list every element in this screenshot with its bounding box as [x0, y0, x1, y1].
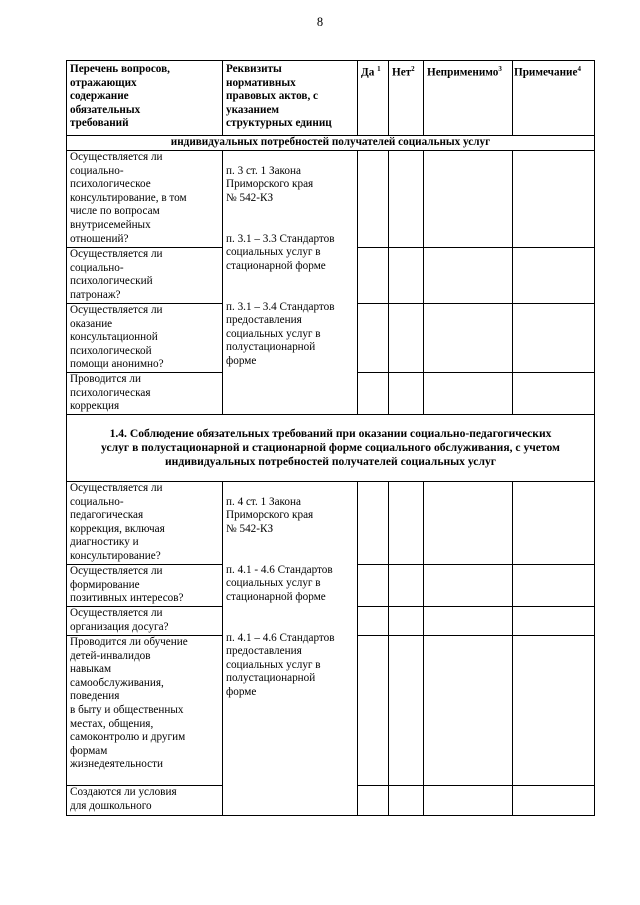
no-cell[interactable]: [389, 304, 424, 373]
header-note: Примечание$^4$: [513, 61, 595, 136]
not-applicable-cell[interactable]: [424, 151, 513, 248]
yes-cell[interactable]: [358, 151, 389, 248]
note-cell[interactable]: [513, 636, 595, 786]
table-header-row: [67, 61, 595, 136]
section-heading: 1.4. Соблюдение обязательных требований при оказании социально-педагогических услуг в полустационарной и стационарной форме социального обслуживания, с учетом индивидуальных потребностей получателей социальных услуг: [67, 415, 595, 482]
reference-text: п. 4.1 - 4.6 Стандартов социальных услуг в стационарной форме: [226, 563, 333, 603]
yes-cell[interactable]: [358, 248, 389, 304]
reference-cell: [223, 482, 358, 816]
header-question: Перечень вопросов, отражающих содержание обязательных требований: [67, 61, 223, 136]
note-cell[interactable]: [513, 304, 595, 373]
reference-text: п. 3.1 – 3.3 Стандартов социальных услуг в стационарной форме: [226, 232, 335, 272]
question-cell: Осуществляется ли социально- педагогическая коррекция, включая диагностику и консультирование?: [67, 482, 223, 565]
no-cell[interactable]: [389, 373, 424, 415]
reference-text: п. 4.1 – 4.6 Стандартов предоставления социальных услуг в полустационарной форме: [226, 631, 335, 698]
question-cell: Осуществляется ли организация досуга?: [67, 607, 223, 636]
header-not-applicable: Неприменимо$^3$: [424, 61, 513, 136]
page-number: 8: [316, 15, 324, 29]
no-cell[interactable]: [389, 786, 424, 816]
not-applicable-cell[interactable]: [424, 636, 513, 786]
note-cell[interactable]: [513, 565, 595, 607]
question-cell: Проводится ли обучение детей-инвалидов навыкам самообслуживания, поведения в быту и общественных местах, общения, самоконтролю и другим формам жизнедеятельности: [67, 636, 223, 786]
note-cell[interactable]: [513, 248, 595, 304]
reference-text: п. 4 ст. 1 Закона Приморского края № 542-КЗ: [226, 495, 314, 535]
table-row: [67, 482, 595, 565]
note-cell[interactable]: [513, 607, 595, 636]
note-cell[interactable]: [513, 482, 595, 565]
not-applicable-cell[interactable]: [424, 565, 513, 607]
no-cell[interactable]: [389, 636, 424, 786]
no-cell[interactable]: [389, 565, 424, 607]
header-reference: Реквизиты нормативных правовых актов, с указанием структурных единиц: [223, 61, 358, 136]
section-continuation-text: индивидуальных потребностей получателей социальных услуг: [67, 136, 595, 151]
not-applicable-cell[interactable]: [424, 248, 513, 304]
checklist-table: [66, 60, 595, 816]
yes-cell[interactable]: [358, 565, 389, 607]
question-cell: Осуществляется ли оказание консультационной психологической помощи анонимно?: [67, 304, 223, 373]
not-applicable-cell[interactable]: [424, 373, 513, 415]
yes-cell[interactable]: [358, 607, 389, 636]
note-cell[interactable]: [513, 786, 595, 816]
no-cell[interactable]: [389, 482, 424, 565]
question-cell: Осуществляется ли формирование позитивных интересов?: [67, 565, 223, 607]
reference-text: п. 3.1 – 3.4 Стандартов предоставления социальных услуг в полустационарной форме: [226, 300, 335, 367]
yes-cell[interactable]: [358, 304, 389, 373]
reference-text: п. 3 ст. 1 Закона Приморского края № 542-КЗ: [226, 164, 314, 204]
note-cell[interactable]: [513, 151, 595, 248]
note-cell[interactable]: [513, 373, 595, 415]
header-no: Нет$^2$: [389, 61, 424, 136]
not-applicable-cell[interactable]: [424, 304, 513, 373]
no-cell[interactable]: [389, 248, 424, 304]
no-cell[interactable]: [389, 151, 424, 248]
not-applicable-cell[interactable]: [424, 482, 513, 565]
yes-cell[interactable]: [358, 482, 389, 565]
yes-cell[interactable]: [358, 786, 389, 816]
question-cell: Осуществляется ли социально- психологический патронаж?: [67, 248, 223, 304]
question-cell: Создаются ли условия для дошкольного: [67, 786, 223, 816]
question-cell: Проводится ли психологическая коррекция: [67, 373, 223, 415]
no-cell[interactable]: [389, 607, 424, 636]
not-applicable-cell[interactable]: [424, 786, 513, 816]
yes-cell[interactable]: [358, 636, 389, 786]
reference-cell: [223, 151, 358, 415]
section-continuation-row: [67, 136, 595, 151]
header-yes: Да $^1$: [358, 61, 389, 136]
question-cell: Осуществляется ли социально- психологическое консультирование, в том числе по вопросам внутрисемейных отношений?: [67, 151, 223, 248]
yes-cell[interactable]: [358, 373, 389, 415]
table-row: [67, 151, 595, 248]
section-heading-row: [67, 415, 595, 482]
not-applicable-cell[interactable]: [424, 607, 513, 636]
